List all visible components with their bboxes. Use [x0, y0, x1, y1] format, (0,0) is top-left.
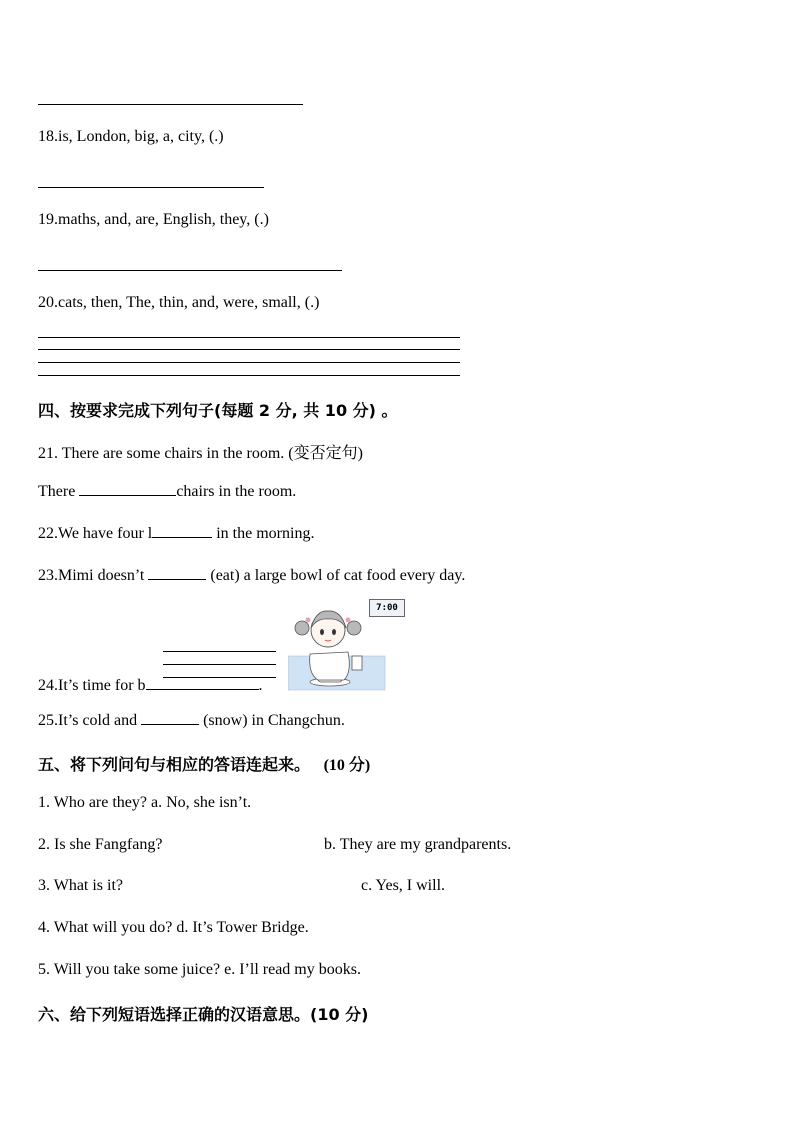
q22-suffix: in the morning.: [212, 525, 315, 542]
q23-blank[interactable]: [148, 565, 206, 580]
section-5-heading-text: 五、将下列问句与相应的答语连起来。: [38, 755, 311, 774]
question-21-answer: [38, 481, 296, 501]
question-22: [38, 523, 314, 543]
q23-suffix: (eat) a large bowl of cat food every day.: [206, 567, 466, 584]
match-q4: 4. What will you do? d. It’s Tower Bridge.: [38, 919, 309, 936]
q24-line-2: [163, 664, 276, 665]
answer-line-17: [38, 104, 303, 105]
match-a3: c. Yes, I will.: [361, 877, 446, 894]
match-q1: 1. Who are they? a. No, she isn’t.: [38, 794, 252, 811]
q24-line-1: [163, 651, 276, 652]
q25-prefix: 25.It’s cold and: [38, 712, 142, 729]
answer-line-20b: [38, 349, 460, 350]
answer-line-20c: [38, 362, 460, 363]
q23-prefix: 23.Mimi doesn’t: [38, 567, 149, 584]
q25-suffix: (snow) in Changchun.: [199, 712, 345, 729]
match-q2: 2. Is she Fangfang?: [38, 836, 163, 853]
q24-suffix: .: [258, 677, 263, 694]
q21-prefix: There: [38, 483, 80, 500]
match-q5: 5. Will you take some juice? e. I’ll read my books.: [38, 961, 361, 978]
clock-icon: 7:00: [369, 599, 405, 617]
match-a2: b. They are my grandparents.: [324, 836, 512, 853]
section-5-heading: [38, 752, 370, 775]
match-q3: 3. What is it?: [38, 877, 124, 894]
q22-prefix: 22.We have four l: [38, 525, 153, 542]
section-4-heading: 四、按要求完成下列句子(每题 2 分, 共 10 分) 。: [38, 401, 398, 420]
q21-suffix: chairs in the room.: [176, 483, 297, 500]
question-21: 21. There are some chairs in the room. (变否定句): [38, 445, 363, 462]
question-23: [38, 565, 465, 585]
question-18: 18.is, London, big, a, city, (.): [38, 128, 224, 145]
q22-blank[interactable]: [152, 523, 212, 538]
section-5-score: (10 分): [323, 757, 371, 774]
question-24: [38, 675, 263, 695]
question-25: [38, 710, 345, 730]
q24-blank[interactable]: [146, 675, 259, 690]
answer-line-18: [38, 187, 264, 188]
q24-prefix: 24.It’s time for b: [38, 677, 146, 694]
question-19: 19.maths, and, are, English, they, (.): [38, 211, 269, 228]
answer-line-20a: [38, 337, 460, 338]
answer-line-20d: [38, 375, 460, 376]
question-20: 20.cats, then, The, thin, and, were, small, (.): [38, 294, 320, 311]
answer-line-19: [38, 270, 342, 271]
q25-blank[interactable]: [141, 710, 199, 725]
section-6-heading: 六、给下列短语选择正确的汉语意思。(10 分): [38, 1005, 369, 1024]
q21-blank[interactable]: [79, 481, 176, 496]
